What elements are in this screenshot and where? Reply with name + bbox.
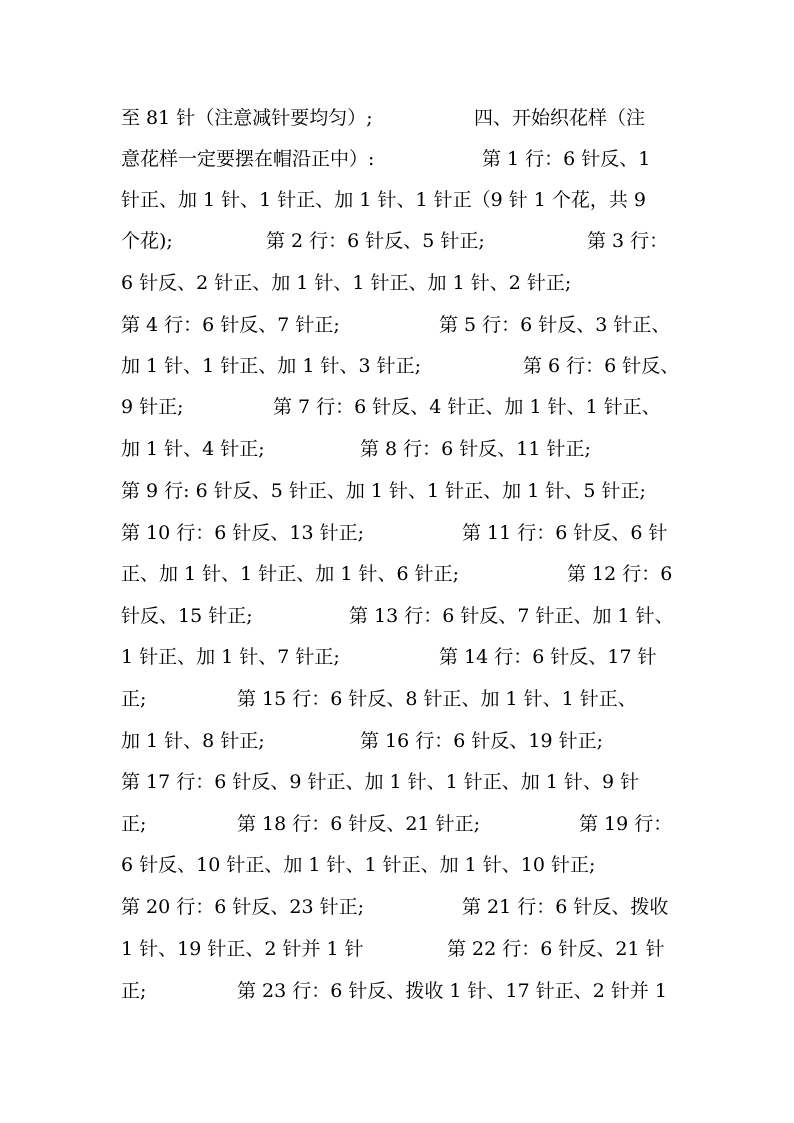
text-segment: 1 针正、加 1 针、7 针正; bbox=[121, 646, 340, 668]
text-line bbox=[121, 684, 691, 714]
text-segment: 第 14 行：6 针反、17 针 bbox=[439, 646, 657, 668]
text-segment: 加 1 针、4 针正; bbox=[121, 438, 265, 460]
text-line bbox=[121, 351, 691, 381]
text-segment: 针反、15 针正; bbox=[121, 605, 253, 627]
text-segment: 加 1 针、8 针正; bbox=[121, 730, 265, 752]
text-line bbox=[121, 601, 691, 631]
text-line bbox=[121, 642, 691, 672]
text-line bbox=[121, 809, 691, 839]
text-segment: 意花样一定要摆在帽沿正中）: bbox=[121, 148, 375, 170]
text-line bbox=[121, 726, 691, 756]
text-segment: 6 针反、2 针正、加 1 针、1 针正、加 1 针、2 针正; bbox=[121, 272, 572, 294]
text-segment: 9 针正; bbox=[121, 396, 184, 418]
text-segment: 加 1 针、1 针正、加 1 针、3 针正; bbox=[121, 355, 421, 377]
text-segment: 个花); bbox=[121, 230, 173, 252]
text-line bbox=[121, 103, 691, 133]
text-line bbox=[121, 476, 691, 506]
text-line bbox=[121, 559, 691, 589]
text-line bbox=[121, 226, 691, 256]
text-segment: 1 针、19 针正、2 针并 1 针 bbox=[121, 938, 364, 960]
text-segment: 第 19 行： bbox=[579, 813, 673, 835]
text-segment: 第 12 行：6 bbox=[567, 563, 673, 585]
text-segment: 第 5 行：6 针反、3 针正、 bbox=[439, 314, 671, 336]
text-line bbox=[121, 392, 691, 422]
text-segment: 第 21 行：6 针反、拨收 bbox=[462, 896, 669, 918]
text-line bbox=[121, 518, 691, 548]
text-line bbox=[121, 976, 691, 1006]
text-segment: 第 9 行: 6 针反、5 针正、加 1 针、1 针正、加 1 针、5 针正; bbox=[121, 480, 646, 502]
text-segment: 第 1 行：6 针反、1 bbox=[482, 148, 651, 170]
text-segment: 针正、加 1 针、1 针正、加 1 针、1 针正（9 针 1 个花，共 9 bbox=[121, 189, 647, 211]
text-line bbox=[121, 934, 691, 964]
text-segment: 正; bbox=[121, 980, 147, 1002]
text-segment: 第 7 行：6 针反、4 针正、加 1 针、1 针正、 bbox=[273, 396, 661, 418]
text-line bbox=[121, 434, 691, 464]
text-segment: 正; bbox=[121, 813, 147, 835]
text-segment: 四、开始织花样（注 bbox=[474, 107, 646, 129]
text-segment: 第 17 行：6 针反、9 针正、加 1 针、1 针正、加 1 针、9 针 bbox=[121, 771, 640, 793]
text-segment: 第 2 行：6 针反、5 针正; bbox=[266, 230, 485, 252]
text-line bbox=[121, 767, 691, 797]
text-segment: 第 16 行：6 针反、19 针正; bbox=[360, 730, 604, 752]
text-line bbox=[121, 144, 691, 174]
text-segment: 第 11 行：6 针反、6 针 bbox=[462, 522, 668, 544]
text-segment: 第 3 行： bbox=[587, 230, 669, 252]
text-line bbox=[121, 310, 691, 340]
text-segment: 第 15 行：6 针反、8 针正、加 1 针、1 针正、 bbox=[237, 688, 637, 710]
text-segment: 正、加 1 针、1 针正、加 1 针、6 针正; bbox=[121, 563, 459, 585]
text-line bbox=[121, 268, 691, 298]
text-segment: 第 18 行：6 针反、21 针正; bbox=[237, 813, 481, 835]
text-segment: 正; bbox=[121, 688, 147, 710]
text-segment: 第 22 行：6 针反、21 针 bbox=[447, 938, 665, 960]
text-segment: 至 81 针（注意减针要均匀）; bbox=[121, 107, 373, 129]
text-segment: 6 针反、10 针正、加 1 针、1 针正、加 1 针、10 针正; bbox=[121, 854, 596, 876]
text-segment: 第 23 行：6 针反、拨收 1 针、17 针正、2 针并 1 bbox=[237, 980, 668, 1002]
text-line bbox=[121, 185, 691, 215]
text-segment: 第 10 行：6 针反、13 针正; bbox=[121, 522, 365, 544]
text-segment: 第 6 行：6 针反、 bbox=[523, 355, 680, 377]
text-segment: 第 8 行：6 针反、11 针正; bbox=[360, 438, 591, 460]
text-line bbox=[121, 892, 691, 922]
text-segment: 第 4 行：6 针反、7 针正; bbox=[121, 314, 340, 336]
text-segment: 第 20 行：6 针反、23 针正; bbox=[121, 896, 365, 918]
text-line bbox=[121, 850, 691, 880]
text-segment: 第 13 行：6 针反、7 针正、加 1 针、 bbox=[349, 605, 674, 627]
